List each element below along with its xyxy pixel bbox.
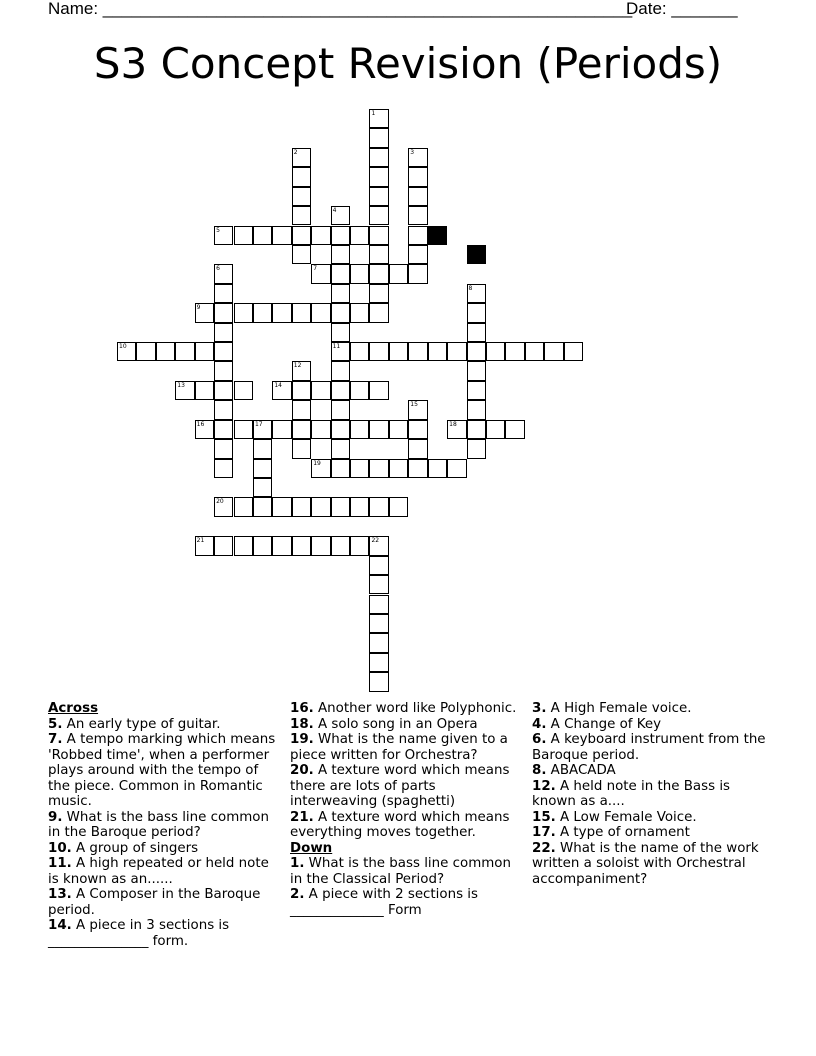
crossword-cell[interactable]	[311, 303, 330, 322]
clue-item-number: 7.	[48, 732, 63, 747]
crossword-cell[interactable]	[350, 264, 369, 283]
crossword-cell[interactable]	[369, 497, 388, 516]
crossword-cell[interactable]	[331, 323, 350, 342]
clue-number: 14	[274, 381, 282, 389]
crossword-cell[interactable]	[234, 420, 253, 439]
crossword-cell[interactable]	[292, 206, 311, 225]
clue-item	[48, 717, 280, 733]
crossword-cell[interactable]	[253, 439, 272, 458]
crossword-cell[interactable]	[272, 381, 291, 400]
crossword-cell[interactable]	[331, 497, 350, 516]
crossword-cell[interactable]	[350, 342, 369, 361]
crossword-cell[interactable]	[331, 264, 350, 283]
crossword-cell[interactable]	[408, 420, 427, 439]
crossword-cell[interactable]	[331, 361, 350, 380]
crossword-cell[interactable]	[292, 497, 311, 516]
clue-item-number: 13.	[48, 887, 72, 902]
crossword-cell[interactable]	[214, 342, 233, 361]
crossword-cell[interactable]	[331, 459, 350, 478]
clue-item-number: 11.	[48, 856, 72, 871]
crossword-cell[interactable]	[292, 381, 311, 400]
crossword-cell[interactable]	[195, 381, 214, 400]
crossword-cell[interactable]	[369, 167, 388, 186]
crossword-cell[interactable]	[331, 206, 350, 225]
crossword-cell[interactable]	[486, 342, 505, 361]
clue-item	[532, 763, 772, 779]
crossword-cell[interactable]	[408, 148, 427, 167]
crossword-cell[interactable]	[311, 420, 330, 439]
clue-number: 2	[293, 148, 298, 156]
clue-item-text: A piece with 2 sections is ______________ Form	[290, 887, 479, 918]
clue-item	[532, 779, 772, 810]
crossword-cell[interactable]	[234, 381, 253, 400]
crossword-cell[interactable]	[292, 400, 311, 419]
crossword-cell[interactable]	[447, 342, 466, 361]
clue-item-text: A group of singers	[76, 840, 199, 856]
crossword-cell[interactable]	[331, 303, 350, 322]
crossword-cell[interactable]	[505, 342, 524, 361]
crossword-cell[interactable]	[408, 439, 427, 458]
crossword-cell[interactable]	[369, 264, 388, 283]
clue-item-text: A Low Female Voice.	[560, 809, 697, 825]
clue-item	[48, 887, 280, 918]
crossword-cell[interactable]	[350, 459, 369, 478]
crossword-cell[interactable]	[408, 167, 427, 186]
crossword-cell[interactable]	[389, 497, 408, 516]
clue-item-text: Another word like Polyphonic.	[318, 701, 517, 716]
clue-number: 19	[313, 459, 321, 467]
clue-item-number: 16.	[290, 701, 314, 716]
clue-item	[532, 732, 772, 763]
crossword-cell[interactable]	[369, 342, 388, 361]
crossword-cell[interactable]	[525, 342, 544, 361]
clue-number: 12	[293, 362, 302, 370]
clue-item-number: 6.	[532, 732, 547, 747]
crossword-cell[interactable]	[214, 381, 233, 400]
crossword-cell[interactable]	[369, 187, 388, 206]
crossword-cell[interactable]	[467, 303, 486, 322]
crossword-cell[interactable]	[467, 381, 486, 400]
crossword-cell[interactable]	[311, 264, 330, 283]
crossword-cell[interactable]	[292, 303, 311, 322]
clue-item-text: A piece in 3 sections is _______________ form.	[48, 918, 230, 949]
crossword-cell[interactable]	[311, 497, 330, 516]
crossword-cell[interactable]	[156, 342, 175, 361]
clue-number: 16	[196, 420, 205, 428]
clue-item-number: 17.	[532, 825, 556, 840]
crossword-cell[interactable]	[272, 420, 291, 439]
crossword-cell[interactable]	[292, 420, 311, 439]
clue-number: 20	[216, 498, 224, 506]
crossword-cell[interactable]	[253, 459, 272, 478]
crossword-cell[interactable]	[253, 303, 272, 322]
clue-item	[290, 810, 522, 841]
clue-item-number: 21.	[290, 809, 314, 825]
crossword-cell[interactable]	[350, 420, 369, 439]
clue-item-number: 3.	[532, 701, 547, 716]
crossword-cell[interactable]	[195, 303, 214, 322]
crossword-cell[interactable]	[389, 264, 408, 283]
clue-number: 4	[332, 207, 337, 215]
crossword-cell[interactable]	[331, 284, 350, 303]
clue-item	[48, 732, 280, 810]
clue-item-number: 12.	[532, 778, 556, 794]
crossword-cell[interactable]	[369, 284, 388, 303]
name-field-label: Name: ________________________________________________________	[48, 0, 633, 18]
clue-item-text: A Composer in the Baroque period.	[48, 887, 261, 918]
crossword-cell[interactable]	[350, 226, 369, 245]
crossword-cell[interactable]	[214, 284, 233, 303]
crossword-cell[interactable]	[505, 420, 524, 439]
clue-item-number: 18.	[290, 716, 314, 732]
crossword-cell[interactable]	[369, 459, 388, 478]
clue-item	[48, 918, 280, 949]
crossword-cell[interactable]	[331, 245, 350, 264]
clue-item	[290, 856, 522, 887]
page-title: S3 Concept Revision (Periods)	[93, 39, 723, 88]
crossword-cell[interactable]	[214, 497, 233, 516]
clue-item-text: A type of ornament	[560, 825, 690, 840]
clue-number: 5	[216, 226, 220, 234]
crossword-cell[interactable]	[408, 187, 427, 206]
clue-number: 10	[119, 343, 127, 351]
clue-item	[290, 701, 522, 717]
clues-column-3	[532, 701, 772, 887]
crossword-cell[interactable]	[369, 245, 388, 264]
crossword-cell[interactable]	[234, 226, 253, 245]
crossword-cell[interactable]	[117, 342, 136, 361]
crossword-cell[interactable]	[369, 556, 388, 575]
crossword-cell[interactable]	[408, 226, 427, 245]
crossword-cell[interactable]	[467, 420, 486, 439]
clue-item-text: A held note in the Bass is known as a....	[532, 778, 731, 809]
clue-item-text: A Change of Key	[550, 716, 662, 732]
clue-item	[290, 763, 522, 810]
crossword-cell[interactable]	[234, 536, 253, 555]
crossword-cell[interactable]	[331, 536, 350, 555]
crossword-cell[interactable]	[447, 420, 466, 439]
clue-item	[290, 717, 522, 733]
crossword-cell[interactable]	[428, 342, 447, 361]
crossword-cell[interactable]	[292, 167, 311, 186]
crossword-cell[interactable]	[311, 459, 330, 478]
clue-item-number: 9.	[48, 809, 63, 825]
clue-item-number: 15.	[532, 809, 556, 825]
crossword-cell[interactable]	[292, 245, 311, 264]
clue-item-text: A High Female voice.	[550, 701, 692, 716]
crossword-cell[interactable]	[214, 536, 233, 555]
crossword-cell[interactable]	[214, 439, 233, 458]
crossword-cell[interactable]	[214, 361, 233, 380]
crossword-cell[interactable]	[214, 264, 233, 283]
clue-item	[532, 701, 772, 717]
crossword-cell[interactable]	[272, 497, 291, 516]
crossword-block	[428, 226, 447, 245]
crossword-cell[interactable]	[408, 459, 427, 478]
crossword-cell[interactable]	[253, 497, 272, 516]
crossword-cell[interactable]	[253, 420, 272, 439]
crossword-cell[interactable]	[428, 459, 447, 478]
clue-item	[532, 825, 772, 841]
clue-item-text: ABACADA	[550, 763, 616, 778]
crossword-cell[interactable]	[331, 420, 350, 439]
crossword-cell[interactable]	[369, 303, 388, 322]
crossword-cell[interactable]	[331, 381, 350, 400]
clue-number: 18	[449, 420, 457, 428]
crossword-cell[interactable]	[331, 400, 350, 419]
crossword-cell[interactable]	[292, 439, 311, 458]
crossword-cell[interactable]	[234, 303, 253, 322]
crossword-cell[interactable]	[369, 206, 388, 225]
crossword-cell[interactable]	[369, 148, 388, 167]
crossword-cell[interactable]	[369, 536, 388, 555]
clue-item	[290, 732, 522, 763]
crossword-cell[interactable]	[214, 226, 233, 245]
crossword-cell[interactable]	[408, 264, 427, 283]
crossword-cell[interactable]	[369, 595, 388, 614]
crossword-cell[interactable]	[389, 459, 408, 478]
clue-number: 8	[468, 284, 473, 292]
crossword-cell[interactable]	[467, 400, 486, 419]
crossword-cell[interactable]	[195, 342, 214, 361]
clue-item-text: A texture word which means there are lots of parts interweaving (spaghetti)	[290, 763, 510, 809]
crossword-cell[interactable]	[292, 226, 311, 245]
crossword-cell[interactable]	[136, 342, 155, 361]
clue-item-text: An early type of guitar.	[66, 716, 221, 732]
crossword-cell[interactable]	[467, 284, 486, 303]
clue-item-number: 19.	[290, 732, 314, 747]
clue-number: 7	[313, 265, 318, 273]
clue-item-number: 4.	[532, 716, 547, 732]
crossword-cell[interactable]	[311, 536, 330, 555]
clue-item-text: A solo song in an Opera	[318, 716, 478, 732]
clue-item-text: What is the bass line common in the Classical Period?	[290, 856, 511, 887]
crossword-cell[interactable]	[369, 653, 388, 672]
crossword-cell[interactable]	[311, 381, 330, 400]
clue-item-text: What is the name of the work written a soloist with Orchestral accompaniment?	[532, 840, 759, 887]
clue-number: 3	[410, 148, 415, 156]
crossword-cell[interactable]	[389, 342, 408, 361]
clue-section-heading: Down	[290, 840, 333, 856]
clue-item	[290, 887, 522, 918]
clue-item-number: 14.	[48, 918, 72, 933]
crossword-cell[interactable]	[292, 187, 311, 206]
clue-section-heading: Across	[48, 701, 99, 716]
crossword-cell[interactable]	[408, 206, 427, 225]
crossword-cell[interactable]	[467, 439, 486, 458]
crossword-cell[interactable]	[467, 342, 486, 361]
crossword-cell[interactable]	[408, 400, 427, 419]
clue-item-text: What is the name given to a piece written for Orchestra?	[290, 732, 508, 763]
date-field-label: Date: _______	[626, 0, 738, 18]
crossword-cell[interactable]	[272, 536, 291, 555]
crossword-cell[interactable]	[369, 128, 388, 147]
crossword-cell[interactable]	[292, 536, 311, 555]
crossword-cell[interactable]	[467, 361, 486, 380]
crossword-cell[interactable]	[350, 381, 369, 400]
crossword-cell[interactable]	[369, 672, 388, 691]
crossword-cell[interactable]	[292, 361, 311, 380]
crossword-cell[interactable]	[408, 245, 427, 264]
crossword-cell[interactable]	[214, 420, 233, 439]
clues-column-1	[48, 701, 280, 949]
clues-column-2	[290, 701, 522, 918]
crossword-cell[interactable]	[214, 303, 233, 322]
clue-number: 9	[196, 304, 201, 312]
clue-number: 13	[177, 381, 185, 389]
crossword-cell[interactable]	[253, 226, 272, 245]
crossword-cell[interactable]	[389, 420, 408, 439]
crossword-cell[interactable]	[253, 478, 272, 497]
clue-item	[48, 810, 280, 841]
crossword-cell[interactable]	[311, 226, 330, 245]
crossword-cell[interactable]	[234, 497, 253, 516]
crossword-cell[interactable]	[350, 303, 369, 322]
clue-item	[48, 841, 280, 857]
crossword-cell[interactable]	[195, 420, 214, 439]
crossword-cell[interactable]	[486, 420, 505, 439]
clue-item-number: 5.	[48, 716, 63, 732]
crossword-cell[interactable]	[331, 226, 350, 245]
clue-number: 15	[410, 401, 418, 409]
clue-number: 21	[196, 537, 205, 545]
crossword-cell[interactable]	[195, 536, 214, 555]
crossword-cell[interactable]	[175, 381, 194, 400]
clue-item-text: A texture word which means everything moves together.	[290, 809, 510, 840]
crossword-cell[interactable]	[467, 323, 486, 342]
clue-item	[532, 810, 772, 826]
crossword-cell[interactable]	[369, 575, 388, 594]
crossword-cell[interactable]	[447, 459, 466, 478]
crossword-cell[interactable]	[350, 497, 369, 516]
clue-item	[48, 856, 280, 887]
clue-item-number: 20.	[290, 763, 314, 778]
crossword-cell[interactable]	[331, 439, 350, 458]
crossword-cell[interactable]	[369, 109, 388, 128]
crossword-cell[interactable]	[544, 342, 563, 361]
crossword-cell[interactable]	[408, 342, 427, 361]
crossword-cell[interactable]	[272, 303, 291, 322]
clue-item-number: 1.	[290, 856, 305, 871]
crossword-cell[interactable]	[350, 536, 369, 555]
crossword-cell[interactable]	[564, 342, 583, 361]
clue-number: 11	[332, 343, 341, 351]
crossword-cell[interactable]	[369, 226, 388, 245]
crossword-cell[interactable]	[369, 633, 388, 652]
crossword-cell[interactable]	[331, 342, 350, 361]
clue-item-text: A tempo marking which means 'Robbed time', when a performer plays around with the tempo of the piece. Common in Romantic music.	[48, 732, 276, 809]
clue-item-number: 2.	[290, 887, 305, 902]
clue-number: 22	[371, 537, 380, 545]
clue-item-number: 10.	[48, 840, 72, 856]
crossword-cell[interactable]	[214, 459, 233, 478]
crossword-block	[467, 245, 486, 264]
clue-item	[532, 717, 772, 733]
crossword-cell[interactable]	[272, 226, 291, 245]
clue-item-number: 8.	[532, 763, 547, 778]
crossword-cell[interactable]	[175, 342, 194, 361]
clue-number: 6	[216, 265, 220, 273]
crossword-cell[interactable]	[292, 148, 311, 167]
clue-number: 1	[371, 110, 376, 117]
clue-item-text: A keyboard instrument from the Baroque period.	[532, 732, 766, 763]
crossword-cell[interactable]	[369, 614, 388, 633]
clue-item-number: 22.	[532, 840, 556, 856]
crossword-cell[interactable]	[369, 381, 388, 400]
crossword-cell[interactable]	[214, 400, 233, 419]
crossword-cell[interactable]	[214, 323, 233, 342]
crossword-cell[interactable]	[369, 420, 388, 439]
clue-item-text: A high repeated or held note is known as an......	[48, 856, 269, 887]
clue-item-text: What is the bass line common in the Baroque period?	[48, 809, 269, 840]
clue-number: 17	[254, 420, 263, 428]
clue-item	[532, 841, 772, 888]
crossword-cell[interactable]	[253, 536, 272, 555]
